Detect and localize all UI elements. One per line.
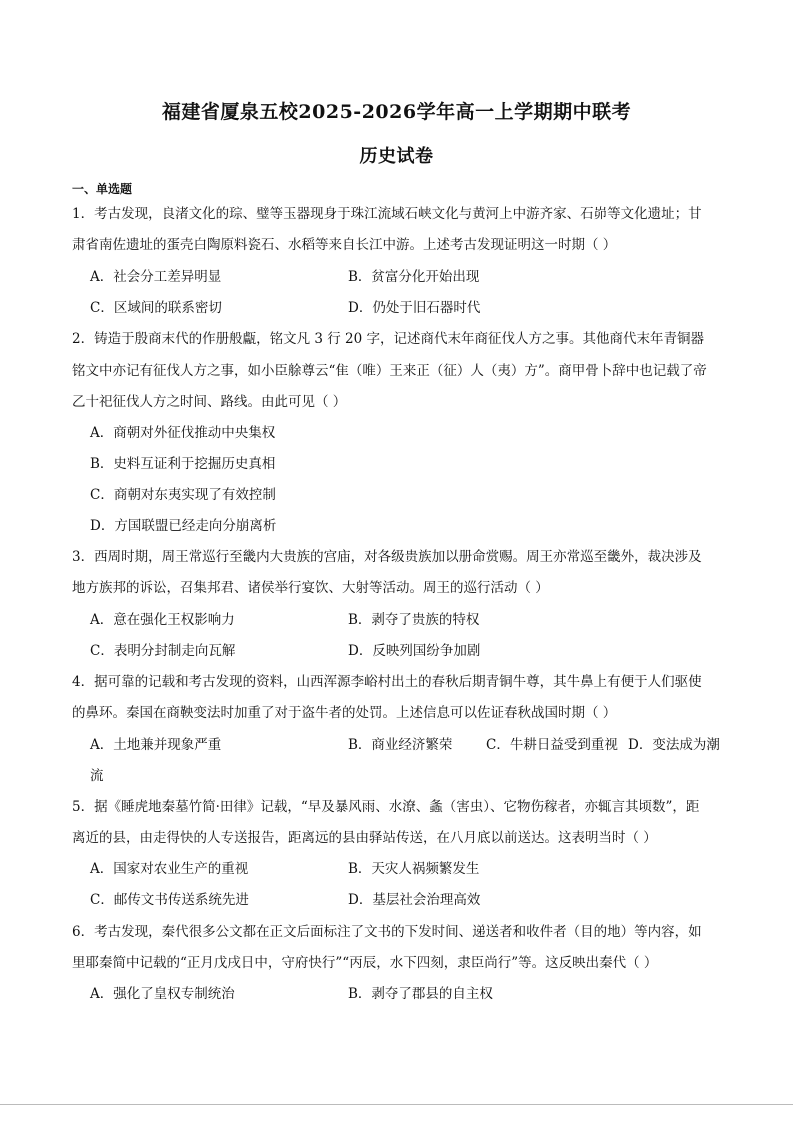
question-4-line-2: 的鼻环。秦国在商鞅变法时加重了对于盗牛者的处罚。上述信息可以佐证春秋战国时期（ ） xyxy=(72,705,617,721)
question-2-option-c[interactable]: C．商朝对东夷实现了有效控制 xyxy=(90,487,276,503)
question-4-option-a[interactable]: A．土地兼并现象严重 xyxy=(90,737,222,753)
question-1-option-d[interactable]: D．仍处于旧石器时代 xyxy=(348,300,481,316)
question-6-option-b[interactable]: B．剥夺了郡县的自主权 xyxy=(348,986,493,1002)
question-2-line-1: 2．铸造于殷商末代的作册般甗，铭文凡 3 行 20 字，记述商代末年商征伐人方之事。其他商代末年青铜器 xyxy=(72,331,705,347)
question-1-option-b[interactable]: B．贫富分化开始出现 xyxy=(348,269,480,285)
question-3-option-d[interactable]: D．反映列国纷争加剧 xyxy=(348,643,481,659)
question-1-option-c[interactable]: C．区域间的联系密切 xyxy=(90,300,222,316)
exam-subject: 历史试卷 xyxy=(359,146,434,167)
question-2-option-d[interactable]: D．方国联盟已经走向分崩离析 xyxy=(90,518,277,534)
question-1-line-2: 肃省南佐遗址的蛋壳白陶原料瓷石、水稻等来自长江中游。上述考古发现证明这一时期（ ） xyxy=(72,237,617,253)
section-heading: 一、单选题 xyxy=(72,182,133,196)
question-3-option-c[interactable]: C．表明分封制走向瓦解 xyxy=(90,643,236,659)
question-5-option-c[interactable]: C．邮传文书传送系统先进 xyxy=(90,892,249,908)
question-6-line-1: 6．考古发现，秦代很多公文都在正文后面标注了文书的下发时间、递送者和收件者（目的地）等内容，如 xyxy=(72,924,702,940)
question-2-line-3: 乙十祀征伐人方之时间、路线。由此可见（ ） xyxy=(72,394,347,410)
question-2-option-b[interactable]: B．史料互证利于挖掘历史真相 xyxy=(90,456,276,472)
question-3-option-a[interactable]: A．意在强化王权影响力 xyxy=(90,612,235,628)
question-4-option-c[interactable]: C．牛耕日益受到重视 xyxy=(486,737,618,753)
question-5-line-1: 5．据《睡虎地秦墓竹简·田律》记载，“早及暴风雨、水潦、螽（害虫）、它物伤稼者，亦辄言其顷数”，距 xyxy=(72,799,700,815)
question-5-option-b[interactable]: B．天灾人祸频繁发生 xyxy=(348,861,480,877)
question-3-line-1: 3．西周时期，周王常巡行至畿内大贵族的宫庙，对各级贵族加以册命赏赐。周王亦常巡至畿外，裁决涉及 xyxy=(72,549,702,565)
question-5-option-d[interactable]: D．基层社会治理高效 xyxy=(348,892,481,908)
question-5-line-2: 离近的县，由走得快的人专送报告，距离远的县由驿站传送，在八月底以前送达。这表明当时（ ） xyxy=(72,830,657,846)
question-3-line-2: 地方族邦的诉讼，召集邦君、诸侯举行宴饮、大射等活动。周王的巡行活动（ ） xyxy=(72,580,549,596)
question-2-line-2: 铭文中亦记有征伐人方之事，如小臣艅尊云“隹（唯）王来正（征）人（夷）方”。商甲骨卜辞中也记载了帝 xyxy=(72,363,707,379)
question-5-option-a[interactable]: A．国家对农业生产的重视 xyxy=(90,861,249,877)
question-1-line-1: 1．考古发现，良渚文化的琮、璧等玉器现身于珠江流域石峡文化与黄河上中游齐家、石峁等文化遗址；甘 xyxy=(72,206,702,222)
question-1-option-a[interactable]: A．社会分工差异明显 xyxy=(90,269,222,285)
exam-title: 福建省厦泉五校2025-2026学年高一上学期期中联考 xyxy=(161,101,632,123)
question-4-option-d[interactable]: D．变法成为潮 xyxy=(628,737,720,753)
page-bottom-divider xyxy=(0,1104,793,1105)
question-3-option-b[interactable]: B．剥夺了贵族的特权 xyxy=(348,612,480,628)
question-6-line-2: 里耶秦简中记载的“正月戊戌日中，守府快行”“丙辰，水下四刻，隶臣尚行”等。这反映出秦代（ ） xyxy=(72,955,658,971)
question-6-option-a[interactable]: A．强化了皇权专制统治 xyxy=(90,986,235,1002)
question-2-option-a[interactable]: A．商朝对外征伐推动中央集权 xyxy=(90,425,276,441)
question-4-line-1: 4．据可靠的记载和考古发现的资料，山西浑源李峪村出土的春秋后期青铜牛尊，其牛鼻上有便于人们驱使 xyxy=(72,674,702,690)
question-4-option-b[interactable]: B．商业经济繁荣 xyxy=(348,737,453,753)
question-4-option-d-wrap: 流 xyxy=(90,768,104,784)
